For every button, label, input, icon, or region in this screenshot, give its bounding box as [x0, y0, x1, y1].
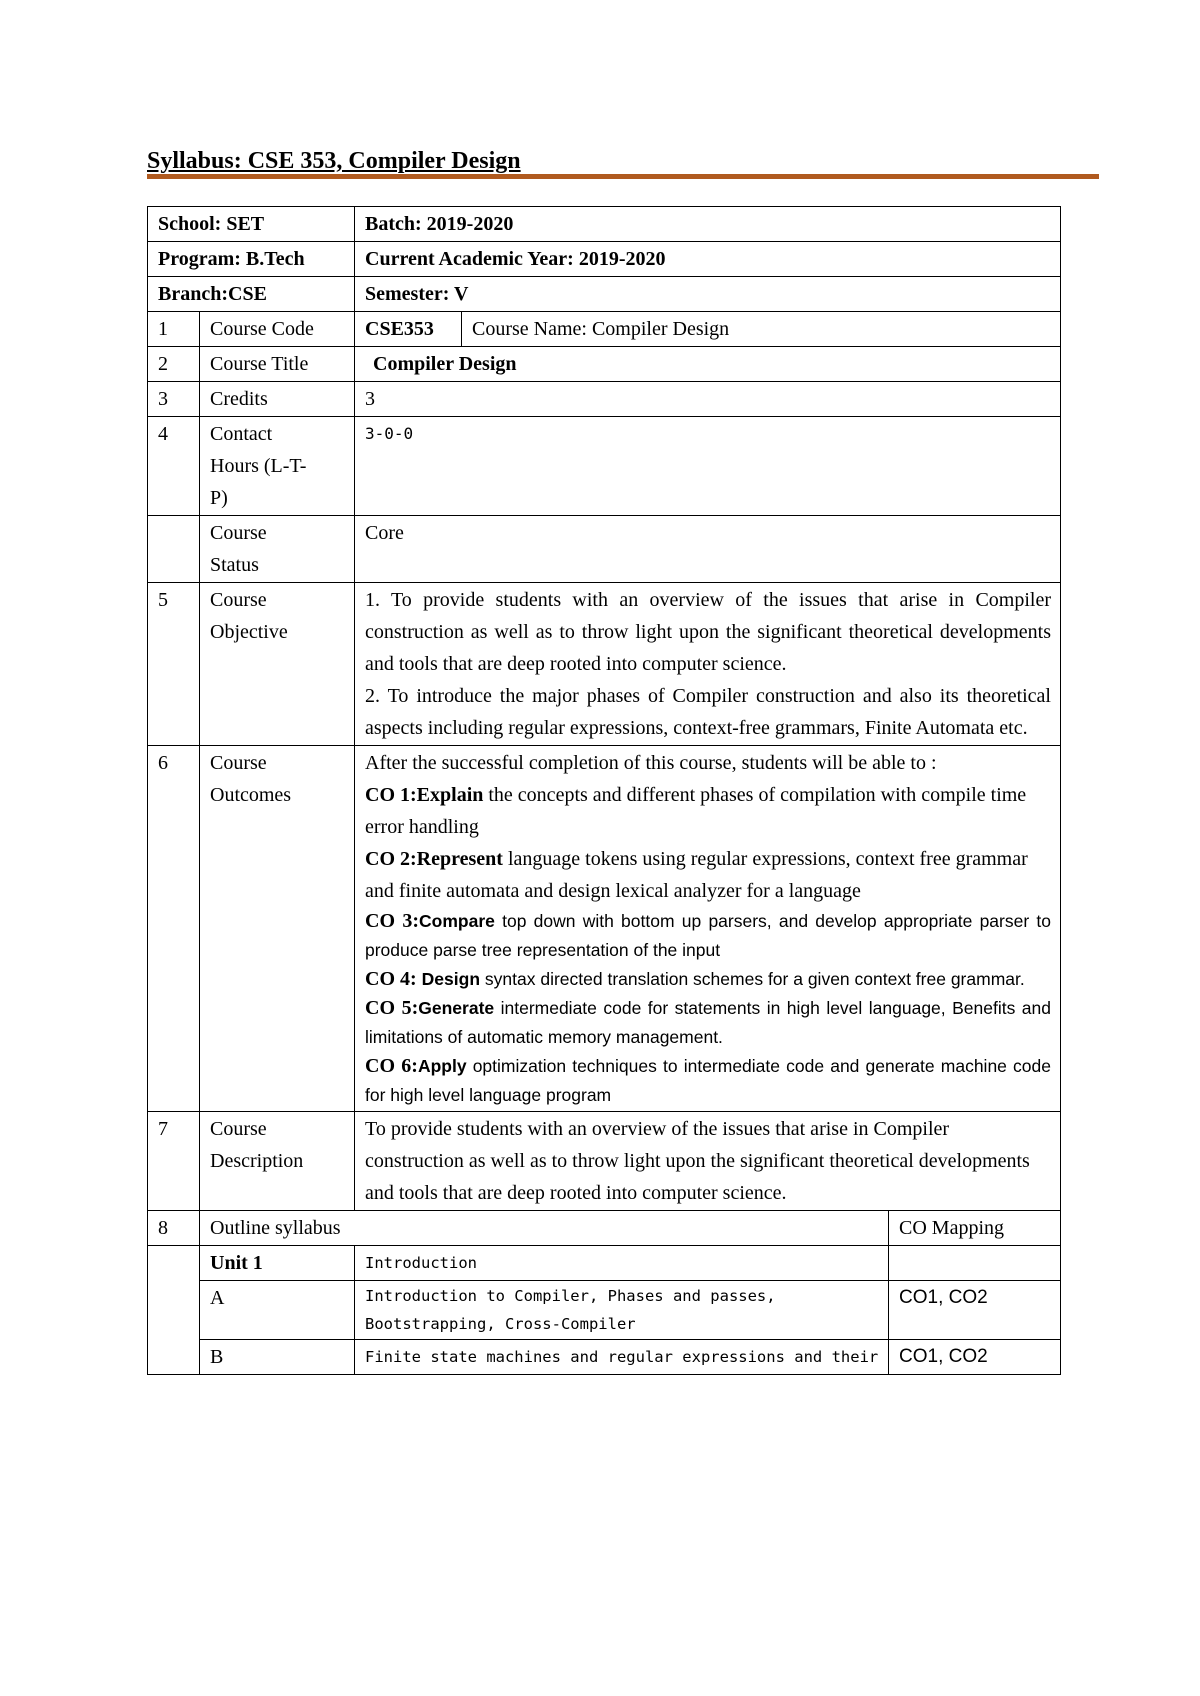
objective-paragraph-2: 2. To introduce the major phases of Compiler construction and also its theoretical aspects including regular expressions, context-free grammars, Finite Automata etc.	[365, 685, 1051, 739]
unit-topic: Finite state machines and regular expressions and their	[355, 1340, 889, 1375]
unit-mapping	[889, 1246, 1061, 1281]
outcome-id: CO 6:	[365, 1055, 418, 1077]
row-number: 3	[148, 382, 200, 417]
outcome-id: CO 2:	[365, 848, 417, 870]
outcome-id: CO 4:	[365, 968, 422, 990]
outcome-verb: Compare	[419, 911, 495, 931]
co-mapping-header: CO Mapping	[889, 1211, 1061, 1246]
unit-row	[148, 1281, 1061, 1340]
row-course-outcomes	[148, 746, 1061, 1112]
unit-row	[148, 1340, 1061, 1375]
row-number: 1	[148, 312, 200, 347]
course-description-value: To provide students with an overview of the issues that arise in Compiler construction as well as to throw light upon the significant theoretical developments and tools that are deep rooted into computer science.	[355, 1112, 1061, 1211]
row-label: Course Objective	[200, 583, 355, 746]
title-rule	[147, 174, 1099, 179]
outcome-item	[365, 965, 1051, 994]
row-number: 8	[148, 1211, 200, 1246]
credits-value: 3	[355, 382, 1061, 417]
row-contact-hours	[148, 417, 1061, 516]
outcome-verb: Apply	[417, 1056, 467, 1076]
unit-topic: Introduction to Compiler, Phases and passes, Bootstrapping, Cross-Compiler	[355, 1281, 889, 1340]
page-title: Syllabus: CSE 353, Compiler Design	[147, 148, 521, 174]
outcome-verb: Generate	[418, 998, 495, 1018]
row-label: Contact Hours (L-T-P)	[200, 417, 355, 516]
program-cell: Program: B.Tech	[148, 242, 355, 277]
outcome-text: syntax directed translation schemes for a given context free grammar.	[480, 969, 1025, 989]
row-number: 5	[148, 583, 200, 746]
outcome-verb: Represent	[416, 848, 503, 870]
semester-cell: Semester: V	[355, 277, 1061, 312]
course-name-value: Course Name: Compiler Design	[462, 312, 1061, 347]
outcome-item	[365, 994, 1051, 1052]
syllabus-table	[147, 206, 1061, 1375]
row-label: Course Title	[200, 347, 355, 382]
row-number: 4	[148, 417, 200, 516]
row-number: 2	[148, 347, 200, 382]
contact-hours-value: 3-0-0	[355, 417, 1061, 516]
outcomes-intro: After the successful completion of this course, students will be able to :	[365, 752, 937, 774]
row-outline-syllabus	[148, 1211, 1061, 1246]
academic-year-cell: Current Academic Year: 2019-2020	[355, 242, 1061, 277]
row-number: 7	[148, 1112, 200, 1211]
row-course-status	[148, 516, 1061, 583]
row-course-title	[148, 347, 1061, 382]
row-label: Course Description	[200, 1112, 355, 1211]
row-label: Credits	[200, 382, 355, 417]
course-code-value: CSE353	[355, 312, 462, 347]
school-cell: School: SET	[148, 207, 355, 242]
outcome-text: optimization techniques to intermediate code and generate machine code for high level language program	[365, 1056, 1051, 1105]
batch-cell: Batch: 2019-2020	[355, 207, 1061, 242]
outcome-text: intermediate code for statements in high level language, Benefits and limitations of automatic memory management.	[365, 998, 1051, 1047]
row-label: Course Outcomes	[200, 746, 355, 1112]
course-objective-value	[355, 583, 1061, 746]
outcome-text: the concepts and different phases of compilation with compile time error handling	[365, 784, 1027, 838]
outcome-id: CO 5:	[365, 997, 419, 1019]
row-number: 6	[148, 746, 200, 1112]
outcome-id: CO 1:	[365, 784, 417, 806]
header-row-school	[148, 207, 1061, 242]
header-row-program	[148, 242, 1061, 277]
outcome-verb: Design	[421, 969, 481, 989]
header-row-branch	[148, 277, 1061, 312]
unit-spacer	[148, 1246, 200, 1375]
branch-cell: Branch:CSE	[148, 277, 355, 312]
course-status-value: Core	[355, 516, 1061, 583]
unit-key: B	[200, 1340, 355, 1375]
row-course-objective	[148, 583, 1061, 746]
course-outcomes-value	[355, 746, 1061, 1112]
unit-key: Unit 1	[200, 1246, 355, 1281]
row-label: Course Code	[200, 312, 355, 347]
course-title-value: Compiler Design	[355, 347, 1061, 382]
unit-mapping: CO1, CO2	[889, 1281, 1061, 1340]
unit-topic: Introduction	[355, 1246, 889, 1281]
unit-mapping: CO1, CO2	[889, 1340, 1061, 1375]
row-course-description	[148, 1112, 1061, 1211]
outcome-item	[365, 907, 1051, 965]
outcome-item	[365, 779, 1051, 843]
unit-key: A	[200, 1281, 355, 1340]
outcome-item	[365, 843, 1051, 907]
outcome-id: CO 3:	[365, 910, 420, 932]
outline-label: Outline syllabus	[200, 1211, 889, 1246]
row-number	[148, 516, 200, 583]
outcome-text: top down with bottom up parsers, and develop appropriate parser to produce parse tree representation of the input	[365, 911, 1051, 960]
row-label: Course Status	[200, 516, 355, 583]
outcome-text: language tokens using regular expressions, context free grammar and finite automata and design lexical analyzer for a language	[365, 848, 1028, 902]
unit-row	[148, 1246, 1061, 1281]
outcome-verb: Explain	[416, 784, 484, 806]
outcome-item	[365, 1052, 1051, 1110]
objective-paragraph-1: 1. To provide students with an overview of the issues that arise in Compiler construction as well as to throw light upon the significant theoretical developments and tools that are deep rooted into computer science.	[365, 589, 1051, 675]
row-course-code	[148, 312, 1061, 347]
row-credits	[148, 382, 1061, 417]
